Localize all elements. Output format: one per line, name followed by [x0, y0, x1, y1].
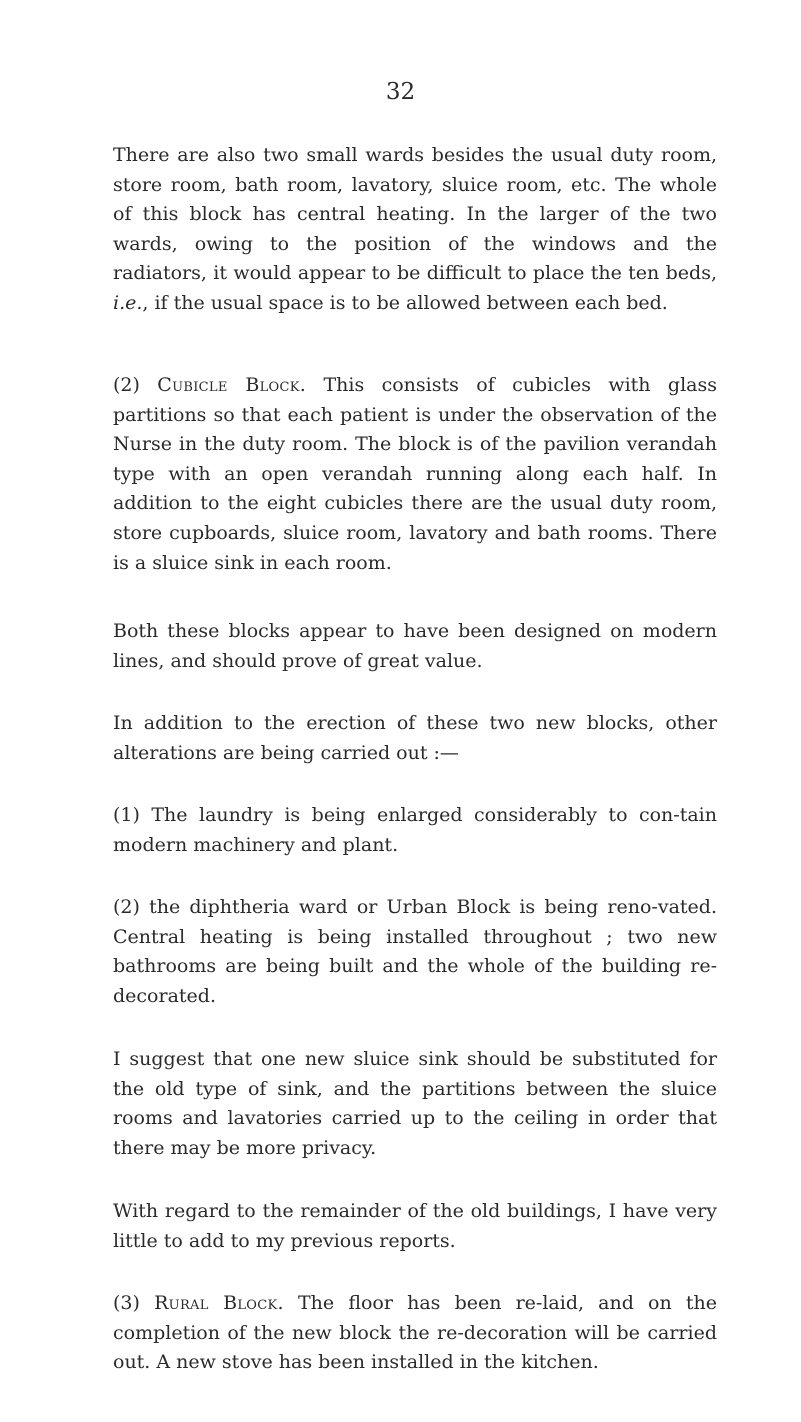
paragraph-1-text: There are also two small wards besides the usual duty room, store room, bath room, lavatory, sluice room, etc. The whole of this block has central heating. In the larger of the two wards, owing to the position of the windows and the radiators, it would appear to be difficult to place the ten beds, — [113, 144, 717, 285]
paragraph-laundry — [113, 801, 717, 860]
sluice-suggestion-text: I suggest that one new sluice sink should be substituted for the old type of sink, and the partitions between the sluice rooms and lavatories carried up to the ceiling in order that there may be more privacy. — [113, 1048, 717, 1159]
paragraph-1-text-after: , if the usual space is to be allowed between each bed. — [142, 291, 668, 314]
old-buildings-text: With regard to the remainder of the old buildings, I have very little to add to my previous reports. — [113, 1200, 717, 1252]
paragraph-1-emphasis: i.e. — [113, 291, 143, 314]
paragraph-alterations — [113, 709, 717, 768]
cubicle-block-heading: Cubicle Block. — [157, 374, 307, 396]
rural-block-number: (3) — [113, 1292, 155, 1314]
alterations-text: In addition to the erection of these two new blocks, other alterations are being carried out :— — [113, 712, 717, 764]
paragraph-1 — [113, 141, 717, 319]
paragraph-both-blocks — [113, 617, 717, 676]
paragraph-cubicle-block — [113, 371, 717, 578]
laundry-text: (1) The laundry is being enlarged considerably to con-tain modern machinery and plant. — [113, 804, 717, 856]
both-blocks-text: Both these blocks appear to have been designed on modern lines, and should prove of great value. — [113, 620, 717, 672]
rural-block-heading: Rural Block. — [154, 1292, 284, 1314]
diphtheria-ward-text: (2) the diphtheria ward or Urban Block is being reno-vated. Central heating is being installed throughout ; two new bathrooms are being built and the whole of the building re-decorated. — [113, 896, 717, 1007]
cubicle-block-text: This consists of cubicles with glass partitions so that each patient is under the observation of the Nurse in the duty room. The block is of the pavilion verandah type with an open verandah running along each half. In addition to the eight cubicles there are the usual duty room, store cupboards, sluice room, lavatory and bath rooms. There is a sluice sink in each room. — [113, 374, 717, 574]
paragraph-old-buildings — [113, 1197, 717, 1256]
rural-block-text: The floor has been re-laid, and on the completion of the new block the re-decoration will be carried out. A new stove has been installed in the kitchen. — [113, 1292, 718, 1374]
paragraph-rural-block — [113, 1289, 717, 1378]
page-number: 32 — [385, 79, 416, 105]
paragraph-sluice-suggestion — [113, 1045, 717, 1163]
cubicle-block-number: (2) — [113, 374, 158, 396]
paragraph-diphtheria-ward — [113, 893, 717, 1011]
